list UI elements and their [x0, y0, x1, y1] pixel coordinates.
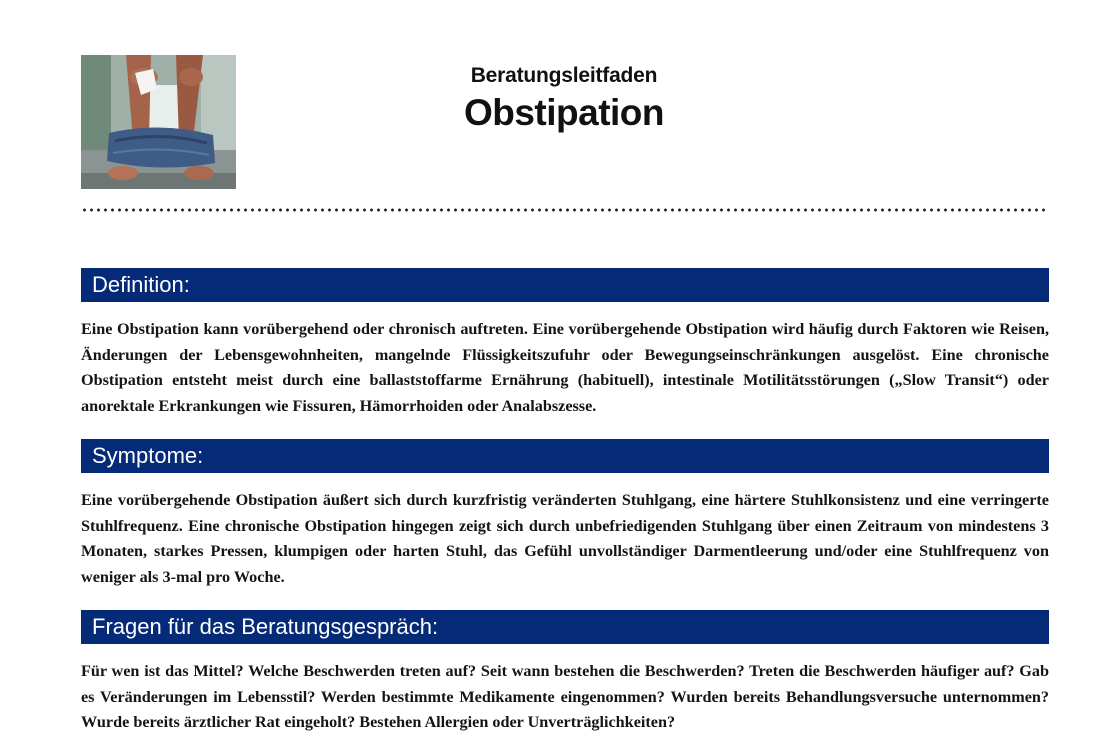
section-heading-definition: Definition:	[81, 268, 1049, 302]
section-heading-fragen: Fragen für das Beratungsgespräch:	[81, 610, 1049, 644]
document-subtitle: Beratungsleitfaden	[470, 64, 658, 87]
section-text-definition: Eine Obstipation kann vorübergehend oder chronisch auftreten. Eine vorübergehende Obstipation wird häufig durch Faktoren wie Reisen, Änderungen der Lebensgewohnheiten, mangelnde Flüssigkeitszufuhr oder Bewegungseinschränkungen ausgelöst. Eine chronische Obstipation entsteht meist durch eine ballaststoffarme Ernährung (habituell), intestinale Motilitätsstörungen („Slow Transit“) oder anorektale Erkrankungen wie Fissuren, Hämorrhoiden oder Analabszesse.	[81, 320, 1049, 415]
dotted-divider	[81, 207, 1049, 213]
person-on-toilet-photo	[81, 55, 236, 189]
document-title: Obstipation	[463, 92, 665, 133]
section-heading-symptome: Symptome:	[81, 439, 1049, 473]
section-text-fragen: Für wen ist das Mittel? Welche Beschwerden treten auf? Seit wann bestehen die Beschwerden? Treten die Beschwerden häufiger auf? Gab es Veränderungen im Lebensstil? Werden bestimmte Medikamente eingenommen? Wurden bereits Behandlungsversuche unternommen? Wurde bereits ärztlicher Rat eingeholt? Bestehen Allergien oder Unverträglichkeiten?	[81, 662, 1049, 731]
section-text-symptome: Eine vorübergehende Obstipation äußert sich durch kurzfristig veränderten Stuhlgang, eine härtere Stuhlkonsistenz und eine verringerte Stuhlfrequenz. Eine chronische Obstipation hingegen zeigt sich durch unbefriedigenden Stuhlgang über einen Zeitraum von mindestens 3 Monaten, starkes Pressen, klumpigen oder harten Stuhl, das Gefühl unvollständiger Darmentleerung und/oder eine Stuhlfrequenz von weniger als 3-mal pro Woche.	[81, 491, 1049, 586]
document-header	[300, 64, 828, 134]
